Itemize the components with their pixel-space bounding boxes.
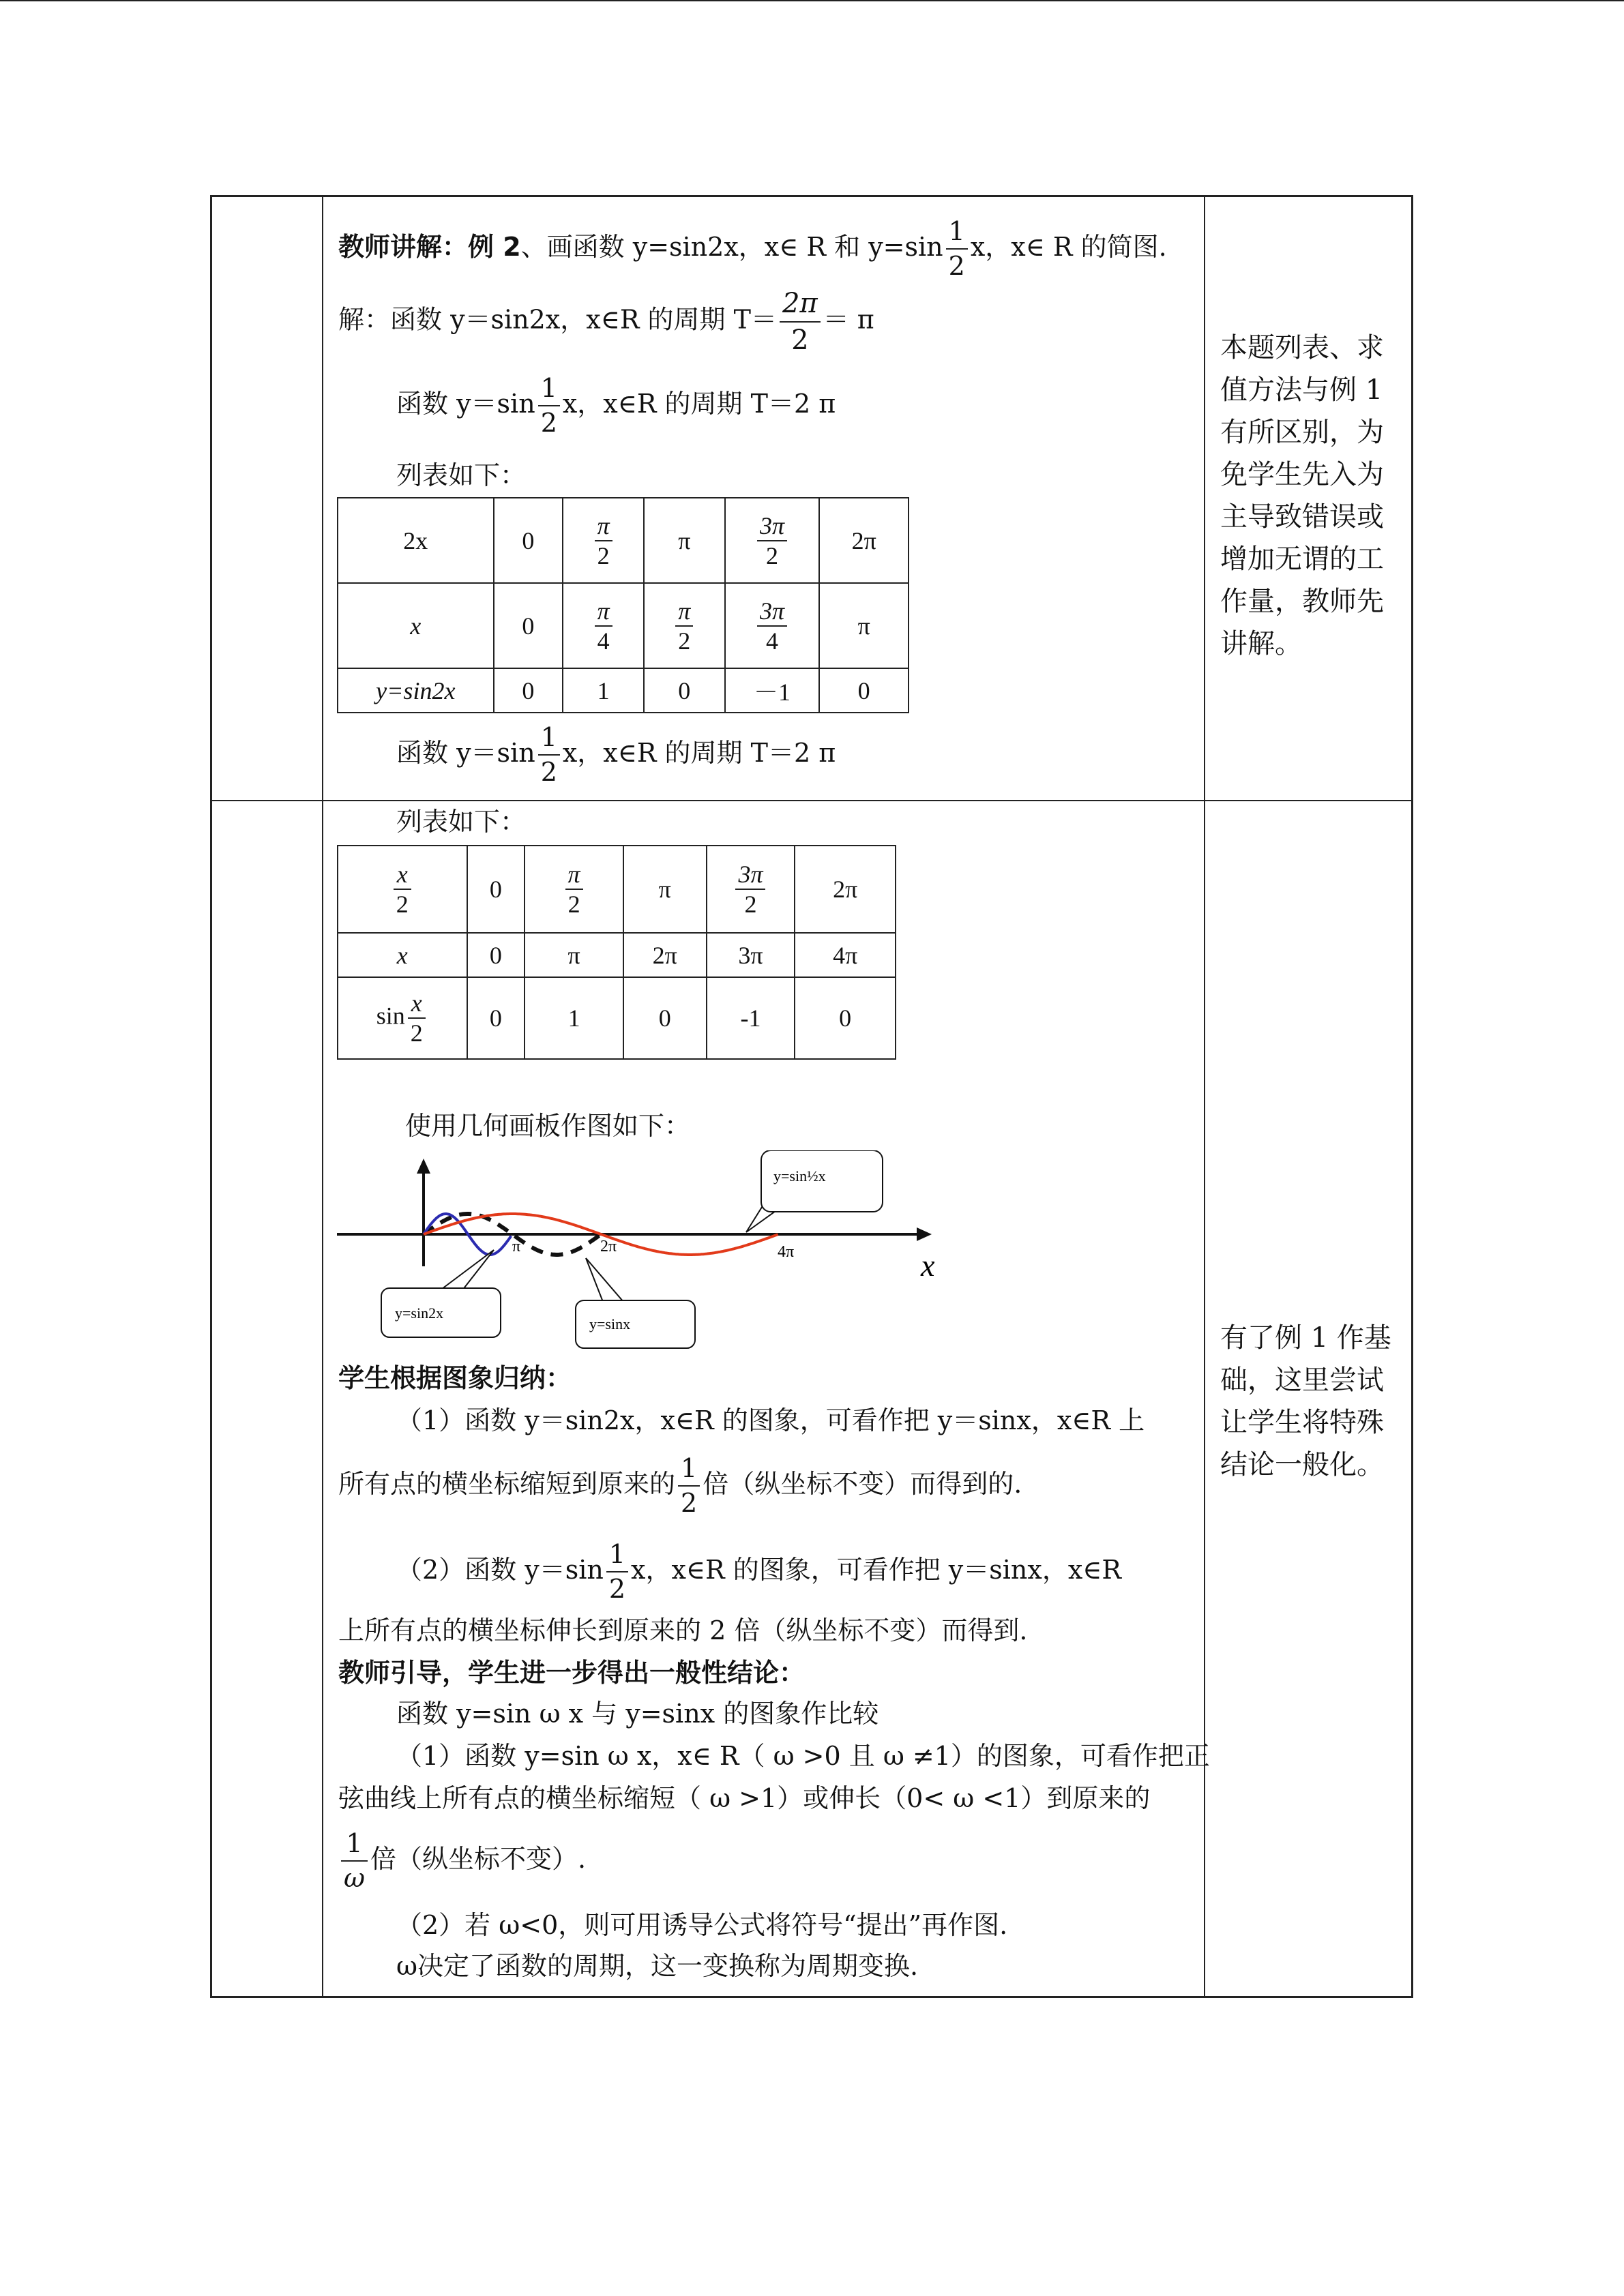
- example-label: 教师讲解：例 2: [338, 231, 521, 262]
- table2-cell: π: [525, 933, 623, 977]
- axis-label-x: x: [921, 1248, 935, 1283]
- table1-cell: $\frac{\pi}{2}$: [644, 583, 725, 668]
- table2-cell: x: [338, 933, 467, 977]
- conclusion-1-line-2: [338, 1452, 1022, 1521]
- table2-cell: 3π: [707, 933, 795, 977]
- y-axis-arrow: [417, 1159, 430, 1174]
- table1-cell: $\frac{3\pi}{4}$: [725, 583, 820, 668]
- tick-label-2pi: 2π: [600, 1238, 617, 1255]
- solution-line-2: [396, 372, 836, 441]
- figure-caption: 使用几何画板作图如下：: [405, 1111, 691, 1141]
- table2-cell: $\frac{x}{2}$: [338, 846, 467, 933]
- value-table-sinhalf: [337, 845, 896, 1060]
- conclusion-tail: x，x∈R 的图象，可看作把 y＝sinx，x∈R: [631, 1554, 1122, 1585]
- table2-cell: sin $\frac{x}{2}$: [338, 977, 467, 1059]
- fraction-den: 2: [538, 405, 560, 440]
- fraction-den: 2: [946, 248, 968, 283]
- solution-tail: x，x∈R 的周期 T＝2 π: [562, 388, 836, 419]
- column-divider-left: [322, 197, 323, 1996]
- list-label: 列表如下：: [396, 807, 527, 837]
- table1-cell: 0: [494, 668, 563, 713]
- general-tail: 倍（纵坐标不变）.: [370, 1843, 587, 1874]
- table2-cell: 2π: [795, 846, 896, 933]
- fraction-den: 2: [678, 1485, 700, 1520]
- example-text: 、画函数 y=sin2x，x∈ R 和 y=sin: [520, 231, 943, 262]
- tick-label-4pi: 4π: [778, 1243, 795, 1261]
- footer-text: 函数 y＝sin: [396, 737, 535, 768]
- compare-line: 函数 y=sin ω x 与 y=sinx 的图象作比较: [396, 1699, 879, 1729]
- callout-label-sinhalf: y=sin½x: [773, 1167, 826, 1184]
- general-1-line-2: 弦曲线上所有点的横坐标缩短（ ω >1）或伸长（0< ω <1）到原来的: [338, 1783, 1151, 1813]
- half-fraction: [678, 1452, 700, 1521]
- table2-cell: $\frac{3\pi}{2}$: [707, 846, 795, 933]
- sine-graph-figure: [337, 1150, 937, 1369]
- table1-cell: $\frac{3\pi}{2}$: [725, 498, 820, 583]
- table2-cell: 0: [795, 977, 896, 1059]
- table2-cell: 1: [525, 977, 623, 1059]
- conclusion-1-line-1: （1）函数 y＝sin2x，x∈R 的图象，可看作把 y＝sinx，x∈R 上: [396, 1405, 1145, 1435]
- general-2: （2）若 ω<0，则可用诱导公式将符号“提出”再作图.: [396, 1910, 1008, 1940]
- table1-cell: 2x: [338, 498, 494, 583]
- table1-cell: x: [338, 583, 494, 668]
- fraction-den: 2: [780, 321, 821, 358]
- fraction-num: 2π: [782, 288, 818, 319]
- fraction-num: 1: [948, 216, 965, 246]
- teaching-note-1: 本题列表、求值方法与例 1 有所区别，为免学生先入为主导致错误或增加无谓的工作量，教师先讲解。: [1220, 332, 1384, 659]
- table2-cell: -1: [707, 977, 795, 1059]
- fraction-den: ω: [341, 1860, 368, 1895]
- conclusion-2-line-1: [396, 1538, 1121, 1607]
- solution-text: 函数 y＝sin: [396, 388, 535, 419]
- table1-cell: $\frac{\pi}{4}$: [563, 583, 644, 668]
- teaching-note-2: 有了例 1 作基础，这里尝试让学生将特殊结论一般化。: [1220, 1322, 1391, 1480]
- callout-label-sinx: y=sinx: [589, 1315, 631, 1332]
- tick-label-pi: π: [512, 1238, 521, 1255]
- example-tail: x，x∈ R 的简图.: [970, 231, 1167, 262]
- conclusion-text: 所有点的横坐标缩短到原来的: [338, 1468, 676, 1499]
- table2-cell: 0: [467, 846, 525, 933]
- example-heading: [338, 215, 1167, 284]
- table1-cell: －1: [725, 668, 820, 713]
- table2-cell: 0: [467, 933, 525, 977]
- general-3: ω决定了函数的周期，这一变换称为周期变换.: [396, 1951, 919, 1981]
- table1-cell: 0: [494, 583, 563, 668]
- table1-cell: π: [819, 583, 909, 668]
- conclusion-text: （2）函数 y＝sin: [396, 1554, 604, 1585]
- callout-pointer: [439, 1250, 494, 1294]
- table1-cell: y=sin2x: [338, 668, 494, 713]
- induction-heading: 学生根据图象归纳：: [338, 1363, 572, 1393]
- table1-cell: $\frac{\pi}{2}$: [563, 498, 644, 583]
- guide-heading: 教师引导，学生进一步得出一般性结论：: [338, 1658, 806, 1688]
- fraction-den: 2: [538, 754, 560, 789]
- table2-cell: 0: [623, 977, 707, 1059]
- x-axis-arrow: [917, 1227, 932, 1241]
- half-fraction: [606, 1538, 628, 1607]
- conclusion-2-line-2: 上所有点的横坐标伸长到原来的 2 倍（纵坐标不变）而得到.: [338, 1615, 1028, 1645]
- fraction-num: 1: [681, 1453, 698, 1483]
- period-result: ＝ π: [823, 304, 874, 335]
- period-fraction: [780, 286, 821, 358]
- page-top-rule: [0, 0, 1624, 1]
- fraction-num: 1: [540, 373, 557, 403]
- table1-cell: 2π: [819, 498, 909, 583]
- row-divider: [212, 800, 1411, 801]
- callout-pointer: [586, 1258, 623, 1302]
- value-table-sin2x: [337, 497, 909, 713]
- table1-cell: 1: [563, 668, 644, 713]
- fraction-num: 1: [540, 722, 557, 752]
- fraction-num: 1: [346, 1828, 363, 1858]
- half-fraction: [538, 721, 560, 790]
- table2-cell: $\frac{\pi}{2}$: [525, 846, 623, 933]
- general-1-line-1: （1）函数 y=sin ω x，x∈ R（ ω >0 且 ω ≠1）的图象，可看作把正: [396, 1741, 1210, 1771]
- conclusion-tail: 倍（纵坐标不变）而得到的.: [703, 1468, 1022, 1499]
- omega-fraction: [341, 1827, 368, 1896]
- column-divider-right: [1204, 197, 1205, 1996]
- table1-cell: 0: [644, 668, 725, 713]
- period-footer: [396, 721, 836, 790]
- table2-cell: 2π: [623, 933, 707, 977]
- lesson-table: [210, 195, 1413, 1998]
- table1-cell: 0: [819, 668, 909, 713]
- list-label: 列表如下：: [396, 460, 527, 490]
- half-fraction: [538, 372, 560, 441]
- table2-cell: π: [623, 846, 707, 933]
- general-1-line-3: [338, 1827, 586, 1896]
- half-fraction: [946, 215, 968, 284]
- solution-text: 解：函数 y＝sin2x，x∈R 的周期 T＝: [338, 304, 777, 335]
- table2-cell: 0: [467, 977, 525, 1059]
- callout-label-sin2x: y=sin2x: [395, 1304, 444, 1322]
- table2-cell: 4π: [795, 933, 896, 977]
- fraction-den: 2: [606, 1571, 628, 1606]
- solution-line-1: [338, 286, 874, 358]
- fraction-num: 1: [608, 1539, 626, 1569]
- footer-tail: x，x∈R 的周期 T＝2 π: [562, 737, 836, 768]
- table1-cell: 0: [494, 498, 563, 583]
- table1-cell: π: [644, 498, 725, 583]
